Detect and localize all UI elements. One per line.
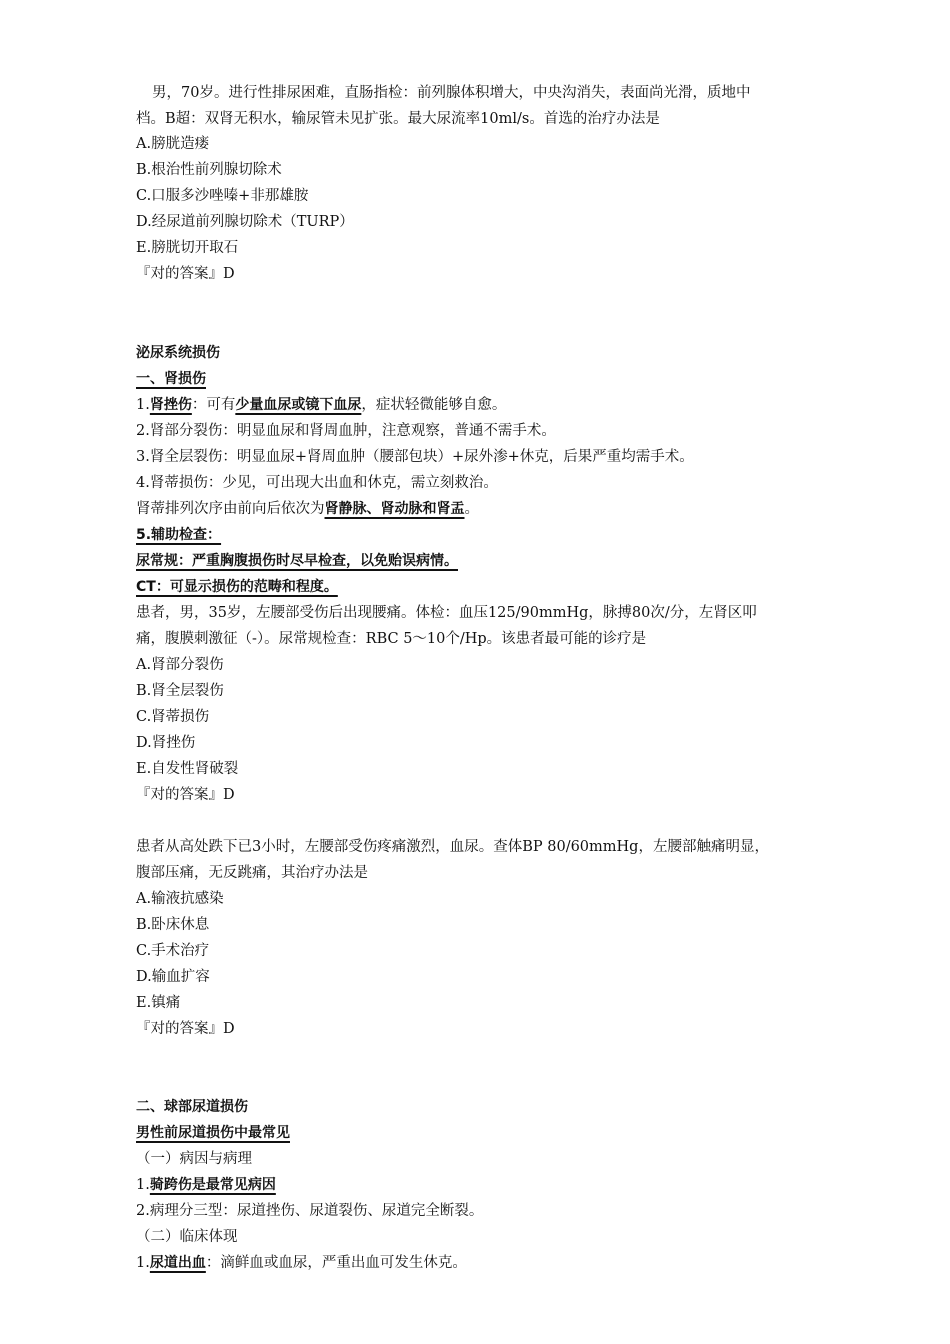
q3-option-d: D.输血扩容 <box>136 969 210 985</box>
clinical-title: （二）临床体现 <box>136 1229 238 1245</box>
item1-term: 肾挫伤 <box>149 397 192 413</box>
q3-stem-line2: 腹部压痛，无反跳痛，其治疗办法是 <box>136 865 368 881</box>
clin1-prefix: 1. <box>136 1255 150 1271</box>
q3-option-c: C.手术治疗 <box>136 943 210 959</box>
kidney-contusion-line <box>136 392 506 418</box>
q1-stem-line2: 档。B超：双肾无积水，输尿管未见扩张。最大尿流率10ml/s。首选的治疗办法是 <box>136 111 660 127</box>
q3-option-e: E.镇痛 <box>136 995 181 1011</box>
q1-option-e: E.膀胱切开取石 <box>136 240 239 256</box>
cause-item1 <box>136 1172 276 1198</box>
order-prefix: 肾蒂排列次序由前向后依次为 <box>136 501 325 517</box>
q2-option-e: E.自发性肾破裂 <box>136 761 239 777</box>
q1-option-a: A.膀胱造瘘 <box>136 136 210 152</box>
order-keyword: 肾静脉、肾动脉和肾盂 <box>324 501 465 517</box>
section1-subtitle: 一、肾损伤 <box>136 371 206 387</box>
cause-title: （一）病因与病理 <box>136 1151 252 1167</box>
pedicle-order-line <box>136 496 479 522</box>
aux-exam-title: 5.辅助检查： <box>136 527 222 543</box>
cause-item2: 2.病理分三型：尿道挫伤、尿道裂伤、尿道完全断裂。 <box>136 1203 484 1219</box>
clinical-item1 <box>136 1250 467 1276</box>
q2-option-c: C.肾蒂损伤 <box>136 709 210 725</box>
item1-prefix: 1. <box>136 397 150 413</box>
item1-mid: ：可有 <box>191 397 236 413</box>
q3-option-b: B.卧床休息 <box>136 917 210 933</box>
q2-option-a: A.肾部分裂伤 <box>136 657 224 673</box>
kidney-full-tear-line: 3.肾全层裂伤：明显血尿+肾周血肿（腰部包块）+尿外渗+休克，后果严重均需手术。 <box>136 449 694 465</box>
kidney-partial-tear-line: 2.肾部分裂伤：明显血尿和肾周血肿，注意观察，普通不需手术。 <box>136 423 556 439</box>
aux-exam-ct: CT：可显示损伤的范畴和程度。 <box>136 579 338 595</box>
q2-answer: 『对的答案』D <box>136 787 235 803</box>
q1-option-c: C.口服多沙唑嗪+非那雄胺 <box>136 188 309 204</box>
q2-option-b: B.肾全层裂伤 <box>136 683 224 699</box>
q1-option-d: D.经尿道前列腺切除术（TURP） <box>136 214 354 230</box>
section2-subtitle: 男性前尿道损伤中最常见 <box>136 1125 290 1141</box>
q1-stem-line1: 男，70岁。进行性排尿困难，直肠指检：前列腺体积增大，中央沟消失，表面尚光滑，质地中 <box>152 85 751 101</box>
aux-exam-urine: 尿常规：严重胸腹损伤时尽早检查，以免贻误病情。 <box>136 553 458 569</box>
section1-title: 泌尿系统损伤 <box>136 345 220 361</box>
q3-answer: 『对的答案』D <box>136 1021 235 1037</box>
q2-option-d: D.肾挫伤 <box>136 735 196 751</box>
q2-stem-line2: 痛，腹膜刺激征（-）。尿常规检查：RBC 5～10个/Hp。该患者最可能的诊疗是 <box>136 631 647 647</box>
kidney-pedicle-line: 4.肾蒂损伤：少见，可出现大出血和休克，需立刻救治。 <box>136 475 498 491</box>
q1-answer: 『对的答案』D <box>136 266 235 282</box>
section2-title: 二、球部尿道损伤 <box>136 1099 248 1115</box>
clin1-suffix: ：滴鲜血或血尿，严重出血可发生休克。 <box>205 1255 467 1271</box>
q3-option-a: A.输液抗感染 <box>136 891 224 907</box>
item1-keyword: 少量血尿或镜下血尿 <box>235 397 362 413</box>
q2-stem-line1: 患者，男，35岁，左腰部受伤后出现腰痛。体检：血压125/90mmHg，脉搏80次/分，左肾区叩 <box>136 605 757 621</box>
clin1-keyword: 尿道出血 <box>149 1255 206 1271</box>
q1-option-b: B.根治性前列腺切除术 <box>136 162 282 178</box>
cause1-keyword: 骑跨伤是最常见病因 <box>149 1177 276 1193</box>
item1-suffix: ，症状轻微能够自愈。 <box>361 397 507 413</box>
q3-stem-line1: 患者从高处跌下已3小时，左腰部受伤疼痛激烈，血尿。查体BP 80/60mmHg，左腰部触痛明显， <box>136 839 769 855</box>
cause1-prefix: 1. <box>136 1177 150 1193</box>
order-suffix: 。 <box>464 501 479 517</box>
